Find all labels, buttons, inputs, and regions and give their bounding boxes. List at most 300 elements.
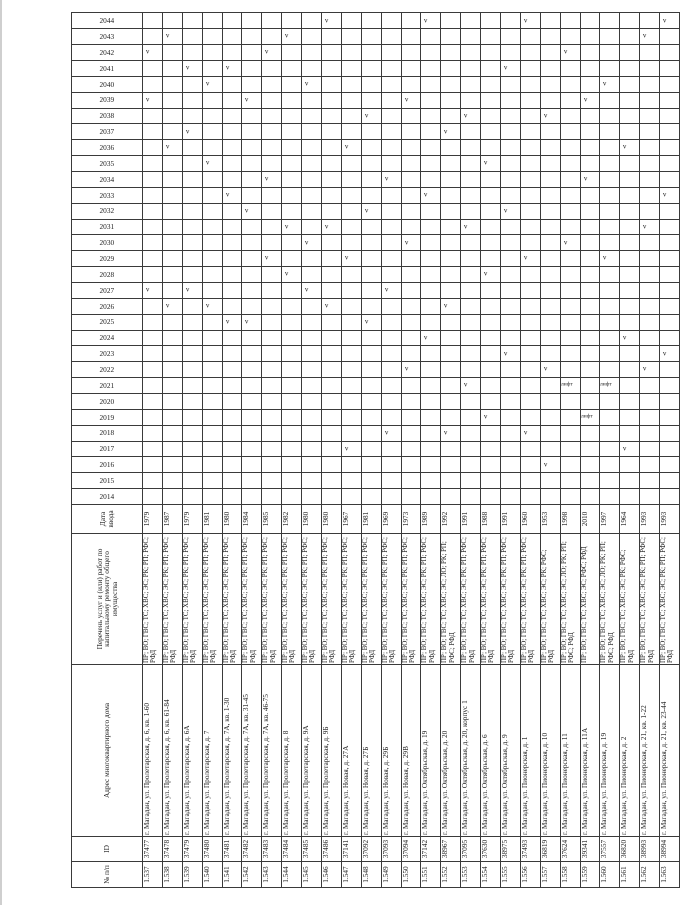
- year-cell: [202, 489, 222, 505]
- year-cell: [401, 219, 421, 235]
- year-cell: [540, 45, 560, 61]
- year-cell: [282, 171, 302, 187]
- check-mark: v: [623, 143, 627, 151]
- year-cell: [322, 409, 342, 425]
- row-number: 1.539: [182, 862, 202, 888]
- year-cell: [580, 298, 600, 314]
- year-cell: [640, 29, 660, 45]
- year-cell: [600, 409, 620, 425]
- year-cell: [461, 92, 481, 108]
- year-cell: [341, 441, 361, 457]
- check-mark: v: [285, 222, 289, 231]
- year-cell: [322, 441, 342, 457]
- year-cell: [501, 124, 521, 140]
- year-cell: [640, 346, 660, 362]
- year-cell: [540, 346, 560, 362]
- year-cell: [381, 409, 401, 425]
- year-cell: [560, 314, 580, 330]
- year-cell: [640, 425, 660, 441]
- year-cell: [520, 140, 540, 156]
- check-mark: v: [344, 444, 349, 453]
- year-cell: [481, 314, 501, 330]
- year-cell: [361, 441, 381, 457]
- table-row: [361, 13, 381, 888]
- check-mark: v: [404, 95, 408, 104]
- row-works-list: ПР; ВО; ГВС; ТС; ХВС; ЭС; РК; РП; РФС; РФД: [302, 534, 322, 665]
- year-cell: [222, 378, 242, 394]
- year-cell: [580, 45, 600, 61]
- year-cell: [262, 378, 282, 394]
- year-cell: [381, 108, 401, 124]
- year-cell: [361, 393, 381, 409]
- year-cell: [143, 409, 163, 425]
- year-cell: [620, 108, 640, 124]
- year-cell: [401, 314, 421, 330]
- year-cell: [182, 346, 202, 362]
- table-row: [143, 13, 163, 888]
- year-cell: [481, 187, 501, 203]
- year-cell: [143, 346, 163, 362]
- year-cell: [560, 393, 580, 409]
- year-cell: [600, 92, 620, 108]
- year-cell: [600, 60, 620, 76]
- year-cell: [461, 330, 481, 346]
- year-cell: [361, 219, 381, 235]
- year-cell: [162, 409, 182, 425]
- year-cell: [421, 171, 441, 187]
- row-number: 1.544: [282, 862, 302, 888]
- row-commission-date: 1981: [361, 505, 381, 534]
- year-cell: [341, 282, 361, 298]
- year-cell: [381, 457, 401, 473]
- year-cell: [282, 92, 302, 108]
- year-cell: [361, 425, 381, 441]
- year-cell: [421, 314, 441, 330]
- check-mark: v: [384, 174, 389, 183]
- year-cell: [143, 282, 163, 298]
- check-mark: v: [523, 254, 528, 263]
- year-cell: [660, 92, 680, 108]
- row-commission-date: 1964: [620, 505, 640, 534]
- check-mark: v: [464, 222, 468, 231]
- year-cell: [441, 108, 461, 124]
- lift-mark: лифт: [600, 381, 613, 388]
- year-cell: [441, 76, 461, 92]
- row-address: г. Магадан, ул. Октябрьская, д. 20, корпус 1: [461, 665, 481, 837]
- year-cell: [322, 362, 342, 378]
- year-cell: [401, 13, 421, 29]
- year-cell: [322, 60, 342, 76]
- year-cell: [242, 219, 262, 235]
- check-mark: v: [305, 79, 309, 88]
- header-year-label: 2033: [99, 190, 115, 200]
- year-cell: [162, 314, 182, 330]
- year-cell: [262, 171, 282, 187]
- header-year: [72, 235, 143, 251]
- year-cell: [361, 330, 381, 346]
- row-id: 36819: [540, 837, 560, 862]
- row-address: г. Магадан, ул. Пионерская, д. 1: [520, 665, 540, 837]
- year-cell: [381, 156, 401, 172]
- year-cell: [143, 251, 163, 267]
- year-cell: [501, 219, 521, 235]
- header-year-label: 2020: [99, 396, 115, 406]
- year-cell: [580, 156, 600, 172]
- year-cell: [361, 203, 381, 219]
- year-cell: [202, 457, 222, 473]
- year-cell: [441, 346, 461, 362]
- check-mark: v: [623, 444, 627, 453]
- year-cell: [361, 282, 381, 298]
- year-cell: [302, 267, 322, 283]
- year-cell: [182, 457, 202, 473]
- year-cell: [381, 298, 401, 314]
- year-cell: [381, 76, 401, 92]
- year-cell: [401, 60, 421, 76]
- year-cell: [481, 378, 501, 394]
- year-cell: [381, 219, 401, 235]
- row-commission-date: 1960: [520, 505, 540, 534]
- year-cell: [341, 457, 361, 473]
- check-mark: v: [583, 95, 588, 104]
- row-number: 1.543: [262, 862, 282, 888]
- year-cell: [540, 60, 560, 76]
- year-cell: [262, 203, 282, 219]
- year-cell: [660, 362, 680, 378]
- year-cell: [660, 171, 680, 187]
- year-cell: [322, 314, 342, 330]
- year-cell: [461, 13, 481, 29]
- year-cell: [441, 489, 461, 505]
- year-cell: [441, 60, 461, 76]
- year-cell: [540, 362, 560, 378]
- year-cell: [162, 489, 182, 505]
- year-cell: [600, 457, 620, 473]
- year-cell: [182, 298, 202, 314]
- year-cell: [322, 92, 342, 108]
- row-number: 1.541: [222, 862, 242, 888]
- year-cell: [580, 409, 600, 425]
- year-cell: [322, 473, 342, 489]
- row-address: г. Магадан, ул. Новая, д. 27Б: [361, 665, 381, 837]
- year-cell: [361, 108, 381, 124]
- year-cell: [620, 187, 640, 203]
- header-year-label: 2017: [99, 444, 115, 454]
- year-cell: [202, 362, 222, 378]
- row-works-list: ПР; ВО; ГВС; ТС; ХВС; ЭС; РК; РП; РФС; РФД: [143, 534, 163, 665]
- table-row: [660, 13, 680, 888]
- year-cell: [600, 156, 620, 172]
- year-cell: [660, 251, 680, 267]
- year-cell: [182, 187, 202, 203]
- table-row: [640, 13, 660, 888]
- year-cell: [441, 187, 461, 203]
- year-cell: [520, 13, 540, 29]
- row-number: 1.559: [580, 862, 600, 888]
- header-year: [72, 219, 143, 235]
- year-cell: [600, 124, 620, 140]
- year-cell: [182, 76, 202, 92]
- header-year: [72, 124, 143, 140]
- year-cell: [262, 330, 282, 346]
- check-mark: v: [285, 269, 289, 278]
- year-cell: [401, 140, 421, 156]
- row-address: г. Магадан, ул. Пионерская, д. 2: [620, 665, 640, 837]
- year-cell: [580, 425, 600, 441]
- year-cell: [441, 140, 461, 156]
- check-mark: v: [245, 95, 249, 104]
- row-commission-date: 1998: [560, 505, 580, 534]
- row-works-list: ПР; ВО; ГВС; ТС; ХВС; ЭС; РК; РП; РФС; РФД: [282, 534, 302, 665]
- year-cell: [302, 330, 322, 346]
- year-cell: [282, 473, 302, 489]
- year-cell: [401, 76, 421, 92]
- year-cell: [262, 140, 282, 156]
- year-cell: [182, 108, 202, 124]
- year-cell: [182, 219, 202, 235]
- year-cell: [242, 489, 262, 505]
- capital-repair-table: [71, 12, 680, 888]
- year-cell: [461, 76, 481, 92]
- header-year: [72, 314, 143, 330]
- year-cell: [361, 140, 381, 156]
- year-cell: [481, 251, 501, 267]
- header-year-label: 2016: [99, 460, 115, 470]
- year-cell: [401, 393, 421, 409]
- year-cell: [660, 60, 680, 76]
- row-address: г. Магадан, ул. Пролетарская, д. 9А: [302, 665, 322, 837]
- check-mark: v: [225, 317, 229, 326]
- row-address: г. Магадан, ул. Пионерская, д. 10: [540, 665, 560, 837]
- year-cell: [640, 393, 660, 409]
- year-cell: [262, 441, 282, 457]
- year-cell: [341, 267, 361, 283]
- row-number: 1.546: [322, 862, 342, 888]
- year-cell: [242, 76, 262, 92]
- year-cell: [660, 187, 680, 203]
- year-cell: [242, 171, 262, 187]
- year-cell: [441, 457, 461, 473]
- check-mark: v: [523, 16, 528, 25]
- year-cell: [381, 235, 401, 251]
- year-cell: [620, 282, 640, 298]
- year-cell: [341, 425, 361, 441]
- header-year-label: 2040: [99, 79, 115, 89]
- year-cell: [162, 124, 182, 140]
- year-cell: [501, 346, 521, 362]
- row-works-list: ПР; ВО; ГВС; ТС; ХВС; ЭС; РК; РП; РФС; РФД: [501, 534, 521, 665]
- year-cell: [182, 171, 202, 187]
- year-cell: [640, 314, 660, 330]
- year-cell: [421, 219, 441, 235]
- year-cell: [302, 156, 322, 172]
- year-cell: [660, 267, 680, 283]
- check-mark: v: [324, 222, 329, 231]
- year-cell: [481, 330, 501, 346]
- row-id: 38975: [501, 837, 521, 862]
- year-cell: [520, 76, 540, 92]
- year-cell: [282, 124, 302, 140]
- year-cell: [421, 251, 441, 267]
- row-id: 37093: [381, 837, 401, 862]
- year-cell: [282, 235, 302, 251]
- year-cell: [640, 187, 660, 203]
- year-cell: [162, 473, 182, 489]
- year-cell: [620, 441, 640, 457]
- year-cell: [481, 13, 501, 29]
- year-cell: [640, 108, 660, 124]
- year-cell: [540, 76, 560, 92]
- year-cell: [262, 235, 282, 251]
- year-cell: [282, 378, 302, 394]
- year-cell: [282, 29, 302, 45]
- check-mark: v: [384, 285, 389, 294]
- year-cell: [222, 298, 242, 314]
- year-cell: [481, 235, 501, 251]
- year-cell: [481, 60, 501, 76]
- year-cell: [262, 362, 282, 378]
- year-cell: [481, 156, 501, 172]
- year-cell: [222, 13, 242, 29]
- year-cell: [222, 140, 242, 156]
- year-cell: [381, 441, 401, 457]
- year-cell: [441, 13, 461, 29]
- year-cell: [441, 235, 461, 251]
- header-year: [72, 92, 143, 108]
- row-works-list: ПР; ВО; ГВС; ТС; ХВС; ЭС; РК; РП; РФС; РФД: [202, 534, 222, 665]
- year-cell: [421, 156, 441, 172]
- year-cell: [421, 282, 441, 298]
- row-number: 1.551: [421, 862, 441, 888]
- row-address: г. Магадан, ул. Пионерская, д. 11: [560, 665, 580, 837]
- year-cell: [242, 140, 262, 156]
- year-cell: [262, 425, 282, 441]
- year-cell: [162, 251, 182, 267]
- check-mark: v: [563, 47, 568, 56]
- year-cell: [620, 378, 640, 394]
- row-works-list: ПР; ВО; ГВС; ТС; ХВС; ЭС; РК; РП; РФС; РФД: [660, 534, 680, 665]
- row-commission-date: 1979: [182, 505, 202, 534]
- year-cell: [640, 156, 660, 172]
- row-commission-date: 1985: [262, 505, 282, 534]
- year-cell: [182, 29, 202, 45]
- year-cell: [461, 251, 481, 267]
- check-mark: v: [464, 380, 468, 389]
- year-cell: [182, 393, 202, 409]
- row-id: 39341: [580, 837, 600, 862]
- year-cell: [560, 457, 580, 473]
- year-cell: [202, 156, 222, 172]
- year-cell: [322, 425, 342, 441]
- year-cell: [242, 330, 262, 346]
- year-cell: [361, 251, 381, 267]
- year-cell: [441, 282, 461, 298]
- year-cell: [341, 156, 361, 172]
- year-cell: [421, 425, 441, 441]
- year-cell: [421, 92, 441, 108]
- year-cell: [481, 362, 501, 378]
- year-cell: [441, 298, 461, 314]
- year-cell: [660, 45, 680, 61]
- year-cell: [520, 92, 540, 108]
- year-cell: [242, 92, 262, 108]
- year-cell: [620, 409, 640, 425]
- year-cell: [282, 156, 302, 172]
- year-cell: [441, 330, 461, 346]
- check-mark: v: [225, 63, 229, 72]
- check-mark: v: [285, 31, 289, 40]
- year-cell: [481, 441, 501, 457]
- year-cell: [361, 314, 381, 330]
- header-year-label: 2026: [99, 301, 115, 311]
- year-cell: [441, 156, 461, 172]
- row-id: 37557: [600, 837, 620, 862]
- year-cell: [282, 267, 302, 283]
- check-mark: v: [265, 254, 269, 263]
- year-cell: [202, 378, 222, 394]
- year-cell: [222, 108, 242, 124]
- year-cell: [520, 378, 540, 394]
- year-cell: [361, 92, 381, 108]
- year-cell: [441, 92, 461, 108]
- year-cell: [660, 76, 680, 92]
- year-cell: [322, 13, 342, 29]
- table-row: [262, 13, 282, 888]
- header-year: [72, 409, 143, 425]
- year-cell: [202, 441, 222, 457]
- year-cell: [600, 489, 620, 505]
- check-mark: v: [663, 349, 667, 358]
- table-row: [341, 13, 361, 888]
- year-cell: [461, 393, 481, 409]
- header-year-label: 2042: [99, 47, 115, 57]
- year-cell: [322, 187, 342, 203]
- year-cell: [143, 330, 163, 346]
- year-cell: [441, 362, 461, 378]
- header-year: [72, 60, 143, 76]
- year-cell: [560, 219, 580, 235]
- year-cell: [182, 124, 202, 140]
- year-cell: [461, 267, 481, 283]
- year-cell: [182, 267, 202, 283]
- year-cell: [501, 393, 521, 409]
- header-year: [72, 282, 143, 298]
- row-address: г. Магадан, ул. Новая, д. 29В: [401, 665, 421, 837]
- year-cell: [182, 13, 202, 29]
- year-cell: [520, 314, 540, 330]
- check-mark: v: [623, 333, 627, 342]
- year-cell: [501, 45, 521, 61]
- year-cell: [401, 330, 421, 346]
- year-cell: [560, 298, 580, 314]
- year-cell: [341, 219, 361, 235]
- check-mark: v: [265, 47, 269, 56]
- header-year: [72, 330, 143, 346]
- year-cell: [520, 409, 540, 425]
- row-number: 1.548: [361, 862, 381, 888]
- year-cell: [520, 346, 540, 362]
- year-cell: [461, 282, 481, 298]
- year-cell: [162, 457, 182, 473]
- row-works-list: ПР; ВО; ГВС; ТС; ХВС; ЭС; РК; РП; РФС; РФД: [640, 534, 660, 665]
- year-cell: [401, 267, 421, 283]
- row-number: 1.558: [560, 862, 580, 888]
- year-cell: [481, 219, 501, 235]
- year-cell: [501, 171, 521, 187]
- year-cell: [501, 76, 521, 92]
- year-cell: [461, 187, 481, 203]
- year-cell: [620, 140, 640, 156]
